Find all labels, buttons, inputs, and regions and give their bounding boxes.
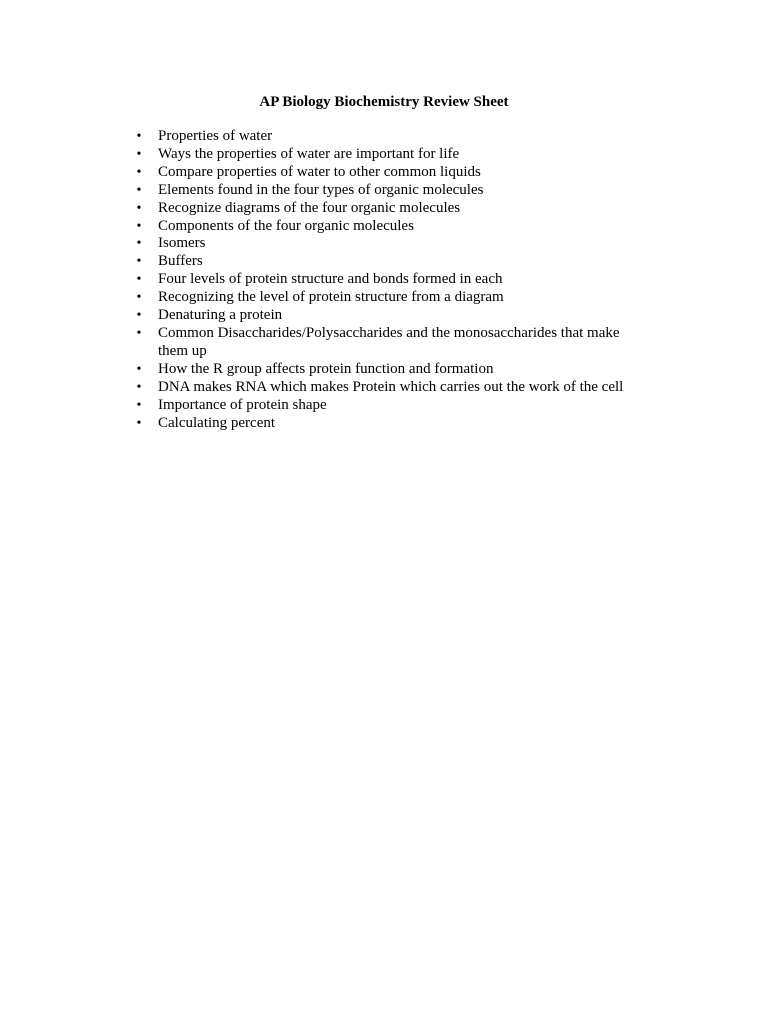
list-item — [133, 200, 633, 218]
list-item-text: Ways the properties of water are important for life — [158, 145, 460, 162]
bullet-icon: • — [136, 182, 142, 198]
list-item — [133, 361, 633, 379]
list-item — [133, 289, 633, 307]
list-item-text: Four levels of protein structure and bonds formed in each — [158, 271, 503, 288]
bullet-icon: • — [136, 361, 142, 377]
bullet-icon: • — [136, 272, 142, 288]
list-item-text: Isomers — [158, 235, 206, 252]
bullet-icon: • — [136, 308, 142, 324]
list-item — [133, 146, 633, 164]
list-item — [133, 415, 633, 433]
list-item — [133, 253, 633, 271]
list-item — [133, 182, 633, 200]
list-item-text: Denaturing a protein — [158, 307, 283, 324]
list-item — [133, 325, 633, 361]
list-item-text: Calculating percent — [158, 414, 276, 431]
list-item — [133, 379, 633, 397]
document-title: AP Biology Biochemistry Review Sheet — [259, 94, 509, 110]
list-item — [133, 307, 633, 325]
list-item — [133, 271, 633, 289]
list-item-text: Recognize diagrams of the four organic molecules — [158, 199, 461, 216]
bullet-icon: • — [136, 290, 142, 306]
bullet-icon: • — [136, 200, 142, 216]
list-item-text: Elements found in the four types of organic molecules — [158, 181, 484, 198]
list-item-text: Compare properties of water to other common liquids — [158, 163, 481, 180]
list-item — [133, 128, 633, 146]
bullet-icon: • — [136, 397, 142, 413]
list-item — [133, 218, 633, 236]
list-item — [133, 164, 633, 182]
bullet-icon: • — [136, 236, 142, 252]
bullet-icon: • — [136, 325, 142, 341]
list-item — [133, 235, 633, 253]
list-item-text: How the R group affects protein function and formation — [158, 360, 494, 377]
bullet-icon: • — [136, 129, 142, 144]
bullet-icon: • — [136, 254, 142, 270]
list-item-text: Components of the four organic molecules — [158, 217, 414, 234]
bullet-icon: • — [136, 415, 142, 431]
list-item-text: DNA makes RNA which makes Protein which carries out the work of the cell — [158, 378, 624, 395]
review-topics-list — [133, 128, 633, 432]
list-item-text: Common Disaccharides/Polysaccharides and the monosaccharides that make them up — [158, 324, 620, 359]
list-item-text: Buffers — [158, 253, 203, 270]
bullet-icon: • — [136, 379, 142, 395]
bullet-icon: • — [136, 218, 142, 234]
bullet-icon: • — [136, 164, 142, 180]
list-item-text: Recognizing the level of protein structure from a diagram — [158, 289, 504, 306]
bullet-icon: • — [136, 146, 142, 162]
list-item-text: Importance of protein shape — [158, 396, 327, 413]
list-item-text: Properties of water — [158, 128, 273, 144]
list-item — [133, 397, 633, 415]
